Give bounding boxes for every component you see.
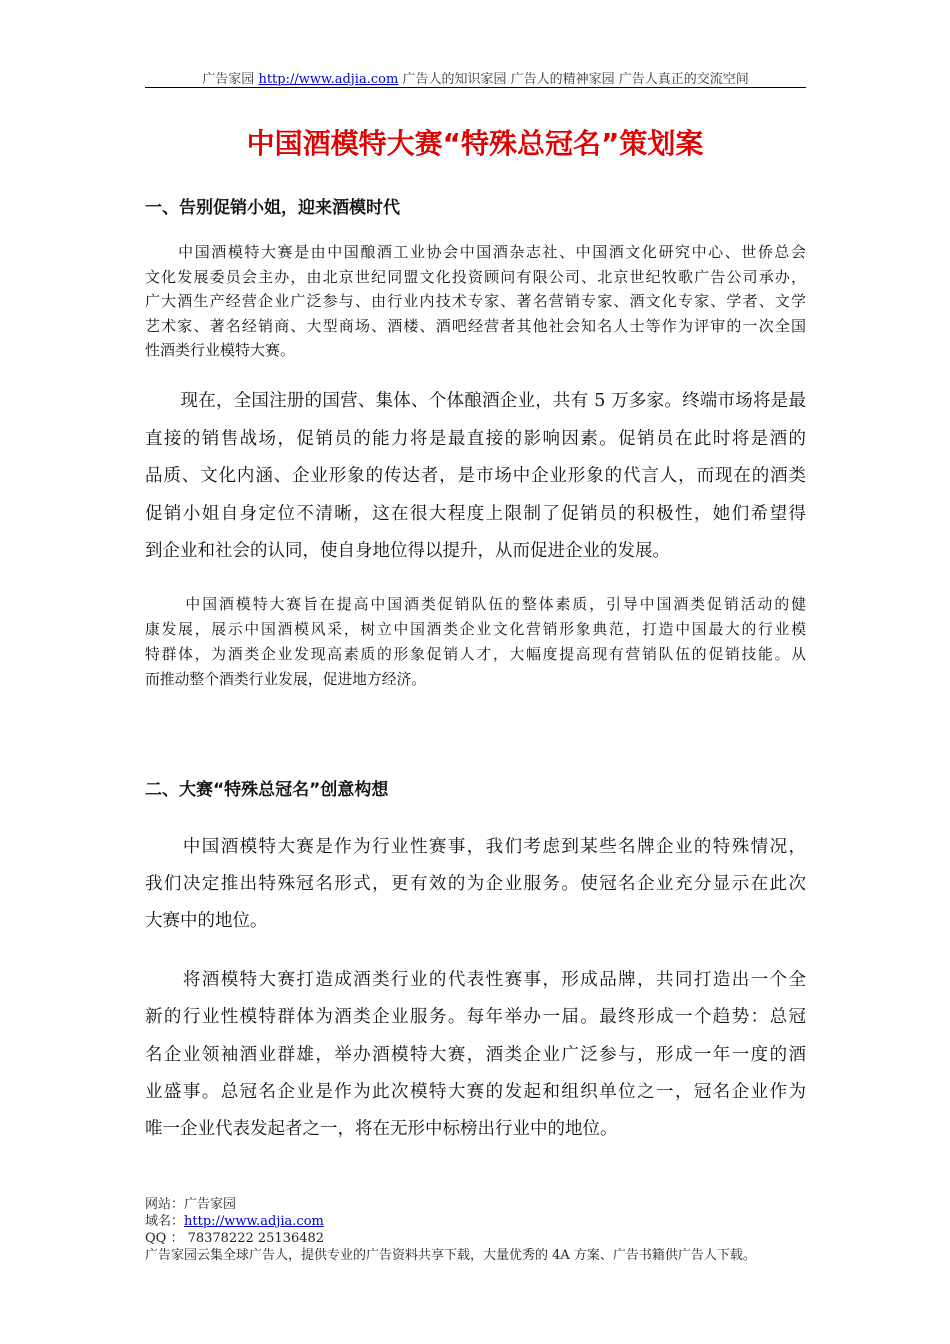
header-slogan: 广告人的知识家园 广告人的精神家园 广告人真正的交流空间: [402, 72, 749, 87]
text-line: 康发展，展示中国酒模风采，树立中国酒类企业文化营销形象典范，打造中国最大的行业模: [145, 621, 806, 638]
footer-domain-label: 域名：: [145, 1214, 185, 1229]
text-line: 艺术家、著名经销商、大型商场、酒楼、酒吧经营者其他社会知名人士等作为评审的一次全国: [145, 316, 806, 335]
section2-heading: 二、大赛“特殊总冠名”创意构想: [145, 780, 389, 800]
text-line: 名企业领袖酒业群雄，举办酒模特大赛，酒类企业广泛参与，形成一年一度的酒: [145, 1044, 806, 1065]
footer-link[interactable]: http://www.adjia.com: [184, 1214, 324, 1229]
footer-site: 广告家园: [184, 1197, 237, 1212]
paragraph-3: [145, 592, 806, 692]
text-line: 唯一企业代表发起者之一，将在无形中标榜出行业中的地位。: [145, 1119, 618, 1140]
text-line: 而推动整个酒类行业发展，促进地方经济。: [145, 671, 427, 688]
text-line: 中国酒模特大赛是作为行业性赛事，我们考虑到某些名牌企业的特殊情况，: [145, 837, 806, 857]
section1-heading: 一、告别促销小姐，迎来酒模时代: [145, 198, 400, 218]
text-line: 直接的销售战场，促销员的能力将是最直接的影响因素。促销员在此时将是酒的: [145, 428, 806, 449]
header-site: 广告家园: [202, 72, 255, 87]
text-line: 中国酒模特大赛是由中国酿酒工业协会中国酒杂志社、中国酒文化研究中心、世侨总会: [145, 243, 806, 261]
text-line: 业盛事。总冠名企业是作为此次模特大赛的发起和组织单位之一，冠名企业作为: [145, 1081, 806, 1102]
paragraph-4: [145, 829, 806, 941]
footer-site-label: 网站：: [145, 1197, 185, 1212]
text-line: 到企业和社会的认同，使自身地位得以提升，从而促进企业的发展。: [145, 541, 670, 561]
text-line: 广大酒生产经营企业广泛参与、由行业内技术专家、著名营销专家、酒文化专家、学者、文学: [145, 292, 806, 311]
text-line: 中国酒模特大赛旨在提高中国酒类促销队伍的整体素质，引导中国酒类促销活动的健: [145, 596, 806, 613]
paragraph-1: [145, 240, 806, 363]
text-line: 将酒模特大赛打造成酒类行业的代表性赛事，形成品牌，共同打造出一个全: [145, 970, 806, 990]
text-line: 品质、文化内涵、企业形象的传达者，是市场中企业形象的代言人，而现在的酒类: [145, 466, 806, 486]
text-line: 新的行业性模特群体为酒类企业服务。每年举办一届。最终形成一个趋势：总冠: [145, 1007, 806, 1028]
paragraph-2: [145, 383, 806, 571]
footer-qq: QQ ： 78378222 25136482: [145, 1231, 325, 1246]
header-rule: [145, 87, 806, 88]
text-line: 促销小姐自身定位不清晰，这在很大程度上限制了促销员的积极性，她们希望得: [145, 503, 806, 524]
text-line: 特群体，为酒类企业发现高素质的形象促销人才，大幅度提高现有营销队伍的促销技能。从: [145, 646, 806, 663]
text-line: 文化发展委员会主办，由北京世纪同盟文化投资顾问有限公司、北京世纪牧歌广告公司承办，: [145, 267, 806, 286]
text-line: 我们决定推出特殊冠名形式，更有效的为企业服务。使冠名企业充分显示在此次: [145, 874, 806, 895]
paragraph-5: [145, 962, 806, 1148]
text-line: 性酒类行业模特大赛。: [145, 341, 296, 360]
footer-description: 广告家园云集全球广告人，提供专业的广告资料共享下载，大量优秀的 4A 方案、广告书籍供广告人下载。: [145, 1248, 756, 1263]
header-link[interactable]: http://www.adjia.com: [258, 72, 399, 87]
document-title: 中国酒模特大赛“特殊总冠名”策划案: [246, 127, 704, 160]
page-footer: [145, 1196, 756, 1264]
page-header: [145, 68, 806, 87]
text-line: 大赛中的地位。: [145, 911, 268, 932]
text-line: 现在，全国注册的国营、集体、个体酿酒企业，共有 5 万多家。终端市场将是最: [145, 391, 806, 411]
